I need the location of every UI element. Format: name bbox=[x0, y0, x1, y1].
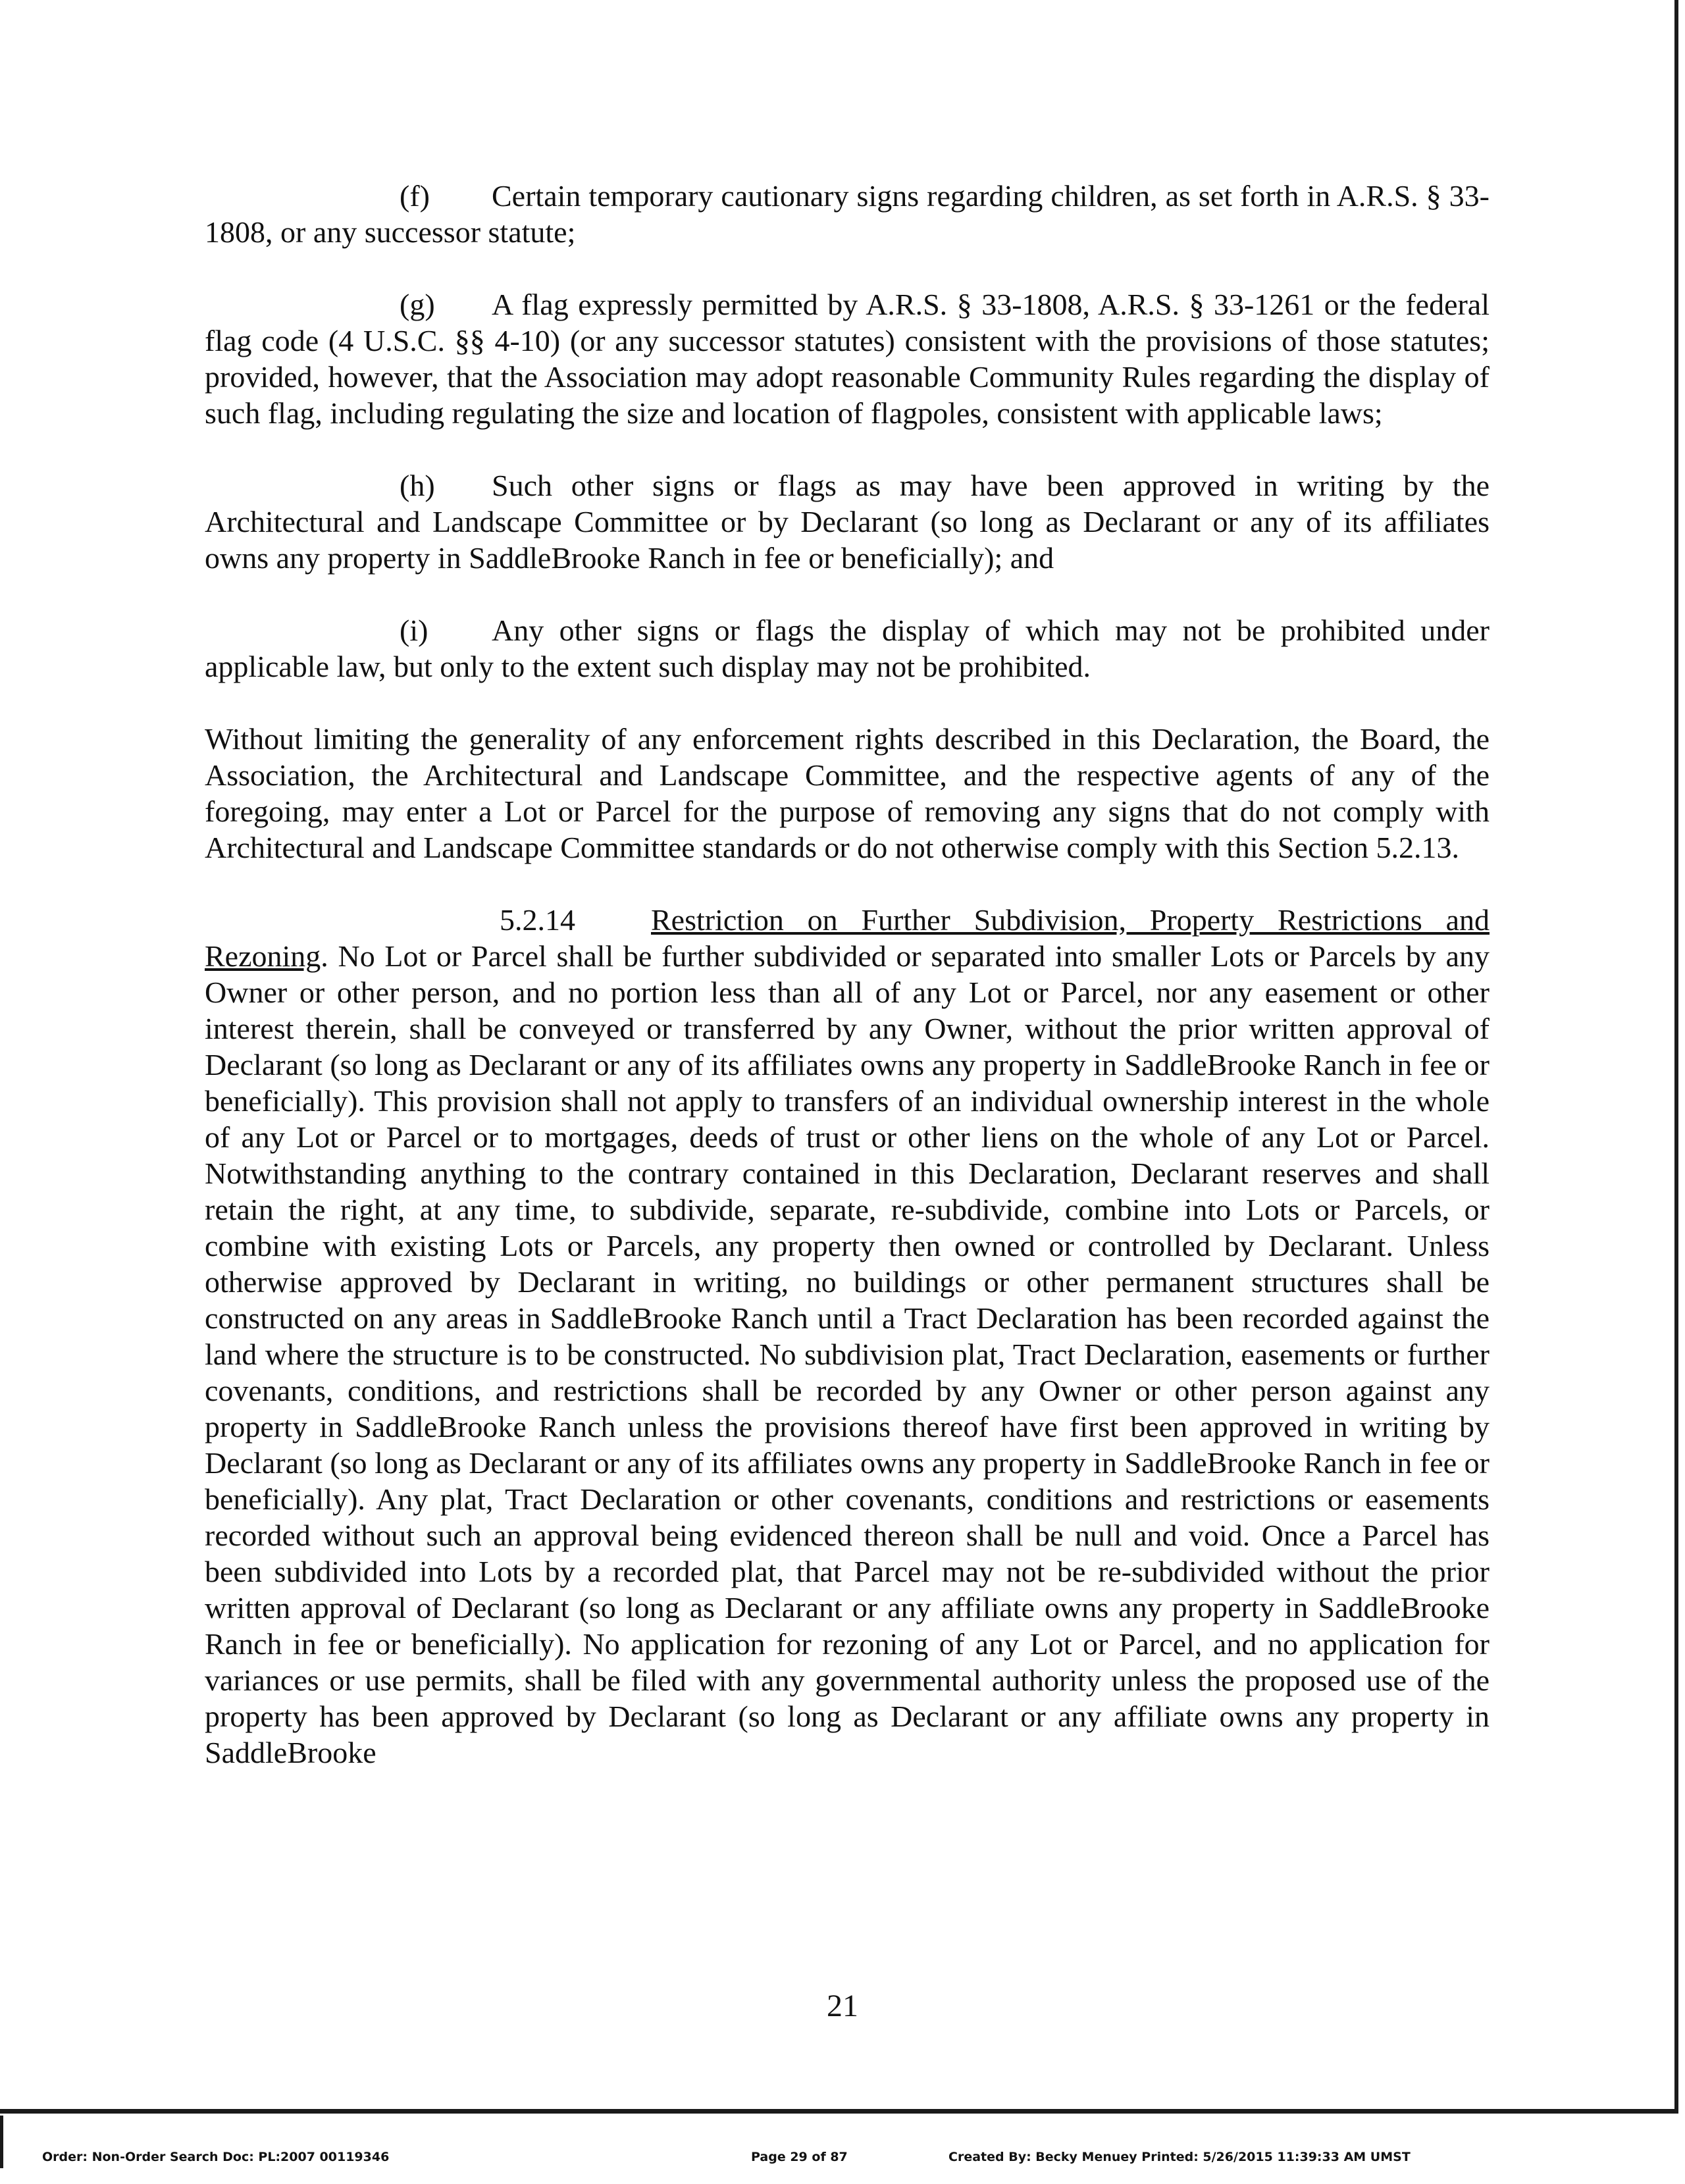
subsection-h bbox=[205, 467, 1490, 576]
page-border-bottom bbox=[0, 2109, 1678, 2114]
enforcement-paragraph: Without limiting the generality of any enforcement rights described in this Declaration, the Board, the Association, the Architectural and Landscape Committee, and the respective agents of any of the foregoing, may enter a Lot or Parcel for the purpose of removing any signs that do not comply with Architectural and Landscape Committee standards or do not otherwise comply with this Section 5.2.13. bbox=[205, 722, 1490, 864]
section-body: No Lot or Parcel shall be further subdivided or separated into smaller Lots or Parcels by any Owner or other person, and no portion less than all of any Lot or Parcel, nor any easement or other interest therein, shall be conveyed or transferred by any Owner, without the prior written approval of Declarant (so long as Declarant or any of its affiliates owns any property in SaddleBrooke Ranch in fee or beneficially). This provision shall not apply to transfers of an individual ownership interest in the whole of any Lot or Parcel or to mortgages, deeds of trust or other liens on the whole of any Lot or Parcel. Notwithstanding anything to the contrary contained in this Declaration, Declarant reserves and shall retain the right, at any time, to subdivide, separate, re-subdivide, combine into Lots or Parcels, or combine with existing Lots or Parcels, any property then owned or controlled by Declarant. Unless otherwise approved by Declarant in writing, no buildings or other permanent structures shall be constructed on any areas in SaddleBrooke Ranch until a Tract Declaration has been recorded against the land where the structure is to be constructed. No subdivision plat, Tract Declaration, easements or further covenants, conditions, and restrictions shall be recorded by any Owner or other person against any property in SaddleBrooke Ranch unless the provisions thereof have first been approved in writing by Declarant (so long as Declarant or any of its affiliates owns any property in SaddleBrooke Ranch in fee or beneficially). Any plat, Tract Declaration or other covenants, conditions and restrictions or easements recorded without such an approval being evidenced thereon shall be null and void. Once a Parcel has been subdivided into Lots by a recorded plat, that Parcel may not be re-subdivided without the prior written approval of Declarant (so long as Declarant or any affiliate owns any property in SaddleBrooke Ranch in fee or beneficially). No application for rezoning of any Lot or Parcel, and no application for variances or use permits, shall be filed with any governmental authority unless the proposed use of the property has been approved by Declarant (so long as Declarant or any affiliate owns any property in SaddleBrooke bbox=[205, 939, 1490, 1769]
subsection-f bbox=[205, 178, 1490, 250]
footer-order: Order: Non-Order Search Doc: PL:2007 00119346 bbox=[42, 2150, 390, 2164]
item-text: A flag expressly permitted by A.R.S. § 33-1808, A.R.S. § 33-1261 or the federal flag code (4 U.S.C. §§ 4-10) (or any successor statutes) consistent with the provisions of those statutes; provided, however, that the Association may adopt reasonable Community Rules regarding the display of such flag, including regulating the size and location of flagpoles, consistent with applicable laws; bbox=[205, 288, 1490, 430]
section-heading: Restriction on Further Subdivision, Property Restrictions and Rezoning bbox=[205, 903, 1490, 973]
document-body bbox=[205, 178, 1490, 1807]
subsection-i bbox=[205, 612, 1490, 685]
item-text: Any other signs or flags the display of which may not be prohibited under applicable law, but only to the extent such display may not be prohibited. bbox=[205, 613, 1490, 683]
footer-created: Created By: Becky Menuey Printed: 5/26/2015 11:39:33 AM UMST bbox=[948, 2150, 1411, 2164]
item-marker: (i) bbox=[400, 613, 428, 647]
page-border-right bbox=[1674, 0, 1678, 2113]
item-marker: (g) bbox=[400, 288, 435, 321]
item-marker: (f) bbox=[400, 179, 430, 213]
item-marker: (h) bbox=[400, 469, 435, 502]
print-footer bbox=[0, 2150, 1685, 2170]
item-text: Certain temporary cautionary signs regarding children, as set forth in A.R.S. § 33-1808, or any successor statute; bbox=[205, 179, 1490, 249]
footer-page: Page 29 of 87 bbox=[751, 2150, 848, 2164]
item-text: Such other signs or flags as may have been approved in writing by the Architectural and Landscape Committee or by Declarant (so long as Declarant or any of its affiliates owns any property in SaddleBrooke Ranch in fee or beneficially); and bbox=[205, 469, 1490, 575]
page-number: 21 bbox=[827, 1989, 858, 2023]
section-5-2-14 bbox=[205, 902, 1490, 1771]
section-heading-punct: . bbox=[321, 939, 328, 973]
section-number: 5.2.14 bbox=[500, 903, 575, 937]
subsection-g bbox=[205, 286, 1490, 431]
